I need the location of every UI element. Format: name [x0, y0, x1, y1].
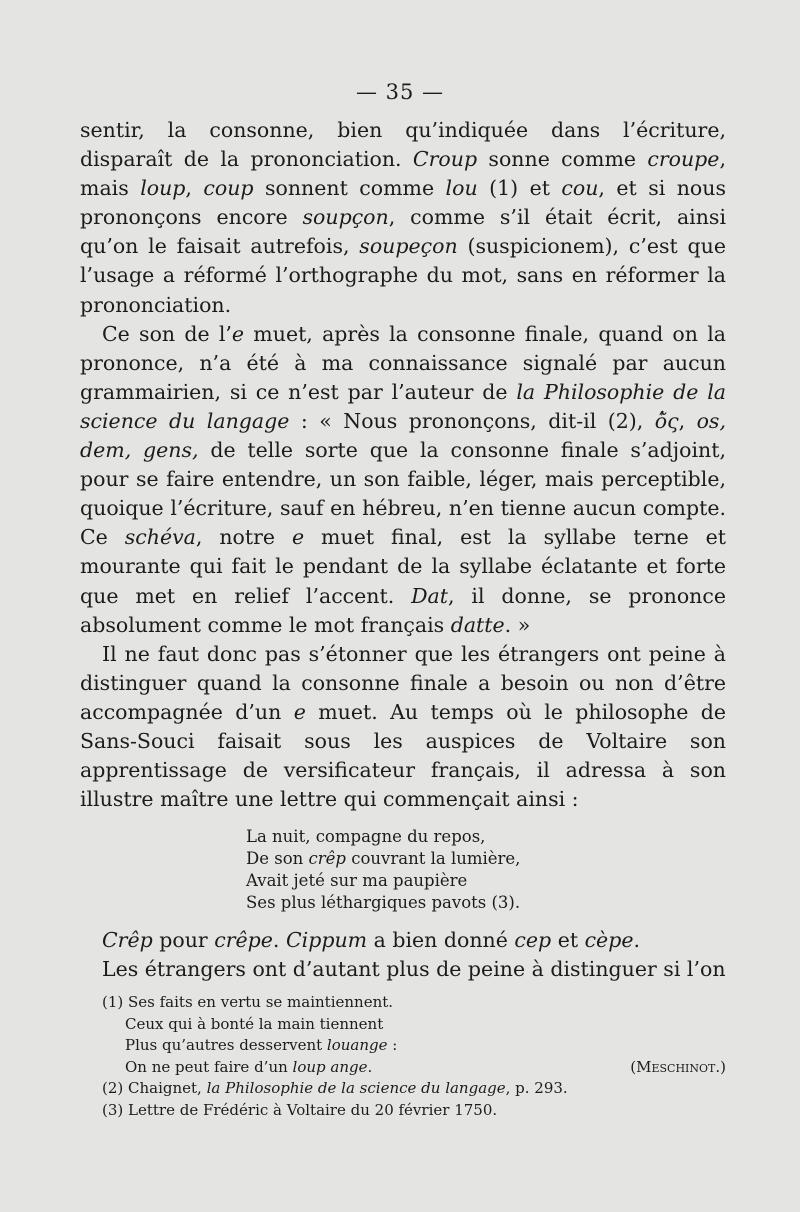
- text-run: muet final, est la syllabe terne et mourante qui fait le pendant de la syllabe éclatante et forte que met en relief l’accent.: [80, 525, 727, 608]
- text-run: . »: [504, 612, 531, 637]
- footnotes: [102, 992, 726, 1121]
- text-run: (2) Chaignet,: [102, 1079, 207, 1097]
- text-run: de telle sorte que la consonne finale s’adjoint, pour se faire entendre, un son faible, léger, mais perceptible, quoique l’écriture, sauf en hébreu, n’en tienne aucun compte. Ce: [80, 438, 726, 550]
- text-run: soupçon: [302, 205, 389, 230]
- footnote-1-line: [102, 1035, 726, 1057]
- text-run: ,: [678, 408, 697, 433]
- text-run: la Philosophie de la science du langage: [206, 1079, 506, 1097]
- poem-line: [246, 892, 726, 914]
- text-run: Plus qu’autres desservent: [125, 1036, 327, 1054]
- text-run: soupeçon: [359, 234, 458, 259]
- text-run: couvrant la lumière,: [345, 849, 521, 869]
- quoted-poem: [246, 826, 726, 914]
- text-run: Ce son de l’: [102, 321, 232, 346]
- text-run: sonnent comme: [253, 176, 446, 201]
- text-run: Avait jeté sur ma paupière: [246, 871, 468, 891]
- text-run: Ses plus léthargiques pavots (3).: [246, 893, 521, 913]
- text-run: sonne comme: [477, 147, 648, 172]
- footnote-attribution: (Meschinot.): [630, 1057, 726, 1076]
- text-run: datte: [450, 612, 505, 637]
- text-run: Ses faits en vertu se maintiennent.: [128, 993, 394, 1011]
- footnote-1: [102, 992, 726, 1078]
- text-run: Il ne faut donc pas s’étonner que les étrangers ont peine à distinguer quand la consonne finale a besoin ou non d’être accompagnée d’un: [80, 641, 726, 724]
- text-run: Dat: [411, 583, 449, 608]
- text-run: e: [293, 699, 306, 724]
- paragraph-p3: [80, 640, 726, 815]
- text-run: cep: [514, 928, 552, 953]
- poem-line: [246, 848, 726, 870]
- text-run: Ceux qui à bonté la main tiennent: [125, 1014, 384, 1033]
- paragraph-p5: [80, 955, 726, 984]
- text-run: crêpe: [214, 928, 273, 953]
- text-run: , notre: [195, 525, 292, 550]
- text-run: cou: [561, 176, 599, 201]
- paragraphs-before-poem: [80, 116, 726, 814]
- paragraph-p2: [80, 320, 726, 640]
- paragraphs-after-poem: [80, 926, 726, 984]
- footnote-3: [102, 1100, 726, 1122]
- footnote-marker: (1): [102, 993, 129, 1011]
- text-run: La nuit, compagne du repos,: [246, 827, 486, 847]
- text-run: , et si nous prononçons encore: [80, 176, 726, 230]
- text-run: (suspicionem), c’est que l’usage a réformé l’orthographe du mot, sans en réformer la prononciation.: [80, 234, 726, 317]
- text-run: ὀ̃ς: [654, 408, 679, 433]
- text-run: .: [367, 1057, 373, 1076]
- text-run: De son: [246, 849, 309, 869]
- text-run: crêp: [308, 849, 346, 869]
- text-run: Les étrangers ont d’autant plus de peine à distinguer si l’on: [102, 957, 726, 982]
- text-run: , comme s’il était écrit, ainsi qu’on le faisait autrefois,: [80, 205, 726, 259]
- paragraph-p4: [80, 926, 726, 955]
- text-run: , il donne, se prononce absolument comme le mot français: [80, 583, 726, 637]
- text-run: .: [633, 928, 640, 953]
- text-run: a bien donné: [367, 928, 515, 953]
- footnote-1-line: [102, 1057, 726, 1079]
- text-run: , p. 293.: [505, 1079, 568, 1097]
- body-text: [80, 116, 726, 984]
- text-run: Croup: [412, 147, 478, 172]
- text-run: sentir, la consonne, bien qu’indiquée dans l’écriture, disparaît de la prononciation.: [80, 118, 726, 172]
- text-run: loup ange: [292, 1057, 368, 1076]
- text-run: coup: [203, 176, 254, 201]
- poem-line: [246, 826, 726, 848]
- text-run: .: [272, 928, 286, 953]
- text-run: la Philosophie de la science du langage: [80, 379, 726, 433]
- footnote-1-line: [102, 1014, 726, 1036]
- text-run: : « Nous prononçons, dit-il (2),: [289, 408, 655, 433]
- poem-line: [246, 870, 726, 892]
- text-run: ,: [185, 176, 204, 201]
- text-run: e: [231, 321, 245, 346]
- text-run: (3) Lettre de Frédéric à Voltaire du 20 février 1750.: [102, 1100, 498, 1119]
- page-number: — 35 —: [355, 80, 445, 104]
- text-run: os, dem, gens,: [80, 408, 726, 463]
- text-run: pour: [152, 928, 215, 953]
- text-run: (1) et: [477, 176, 562, 201]
- text-run: , mais: [80, 147, 726, 201]
- text-run: et: [551, 928, 585, 953]
- text-run: loup: [140, 176, 186, 201]
- text-run: On ne peut faire d’un: [125, 1057, 293, 1076]
- text-run: muet. Au temps où le philosophe de Sans-Souci faisait sous les auspices de Voltaire son apprentissage de versificateur français, il adressa à son illustre maître une lettre qui commençait ainsi :: [80, 699, 726, 812]
- text-run: louange: [326, 1036, 388, 1054]
- text-run: muet, après la consonne finale, quand on la prononce, n’a été à ma connaissance signalé par aucun grammairien, si ce n’est par l’auteur de: [80, 321, 726, 404]
- text-run: croupe: [647, 147, 720, 172]
- paragraph-p1: [80, 116, 726, 320]
- text-run: Cippum: [285, 928, 368, 953]
- text-run: schéva: [124, 525, 196, 550]
- text-run: :: [387, 1036, 398, 1054]
- footnote-1-line: [102, 992, 726, 1014]
- text-run: cèpe: [584, 928, 634, 953]
- text-run: e: [291, 525, 305, 550]
- footnote-2: [102, 1078, 726, 1100]
- text-run: Crêp: [102, 928, 153, 953]
- text-run: lou: [445, 176, 478, 201]
